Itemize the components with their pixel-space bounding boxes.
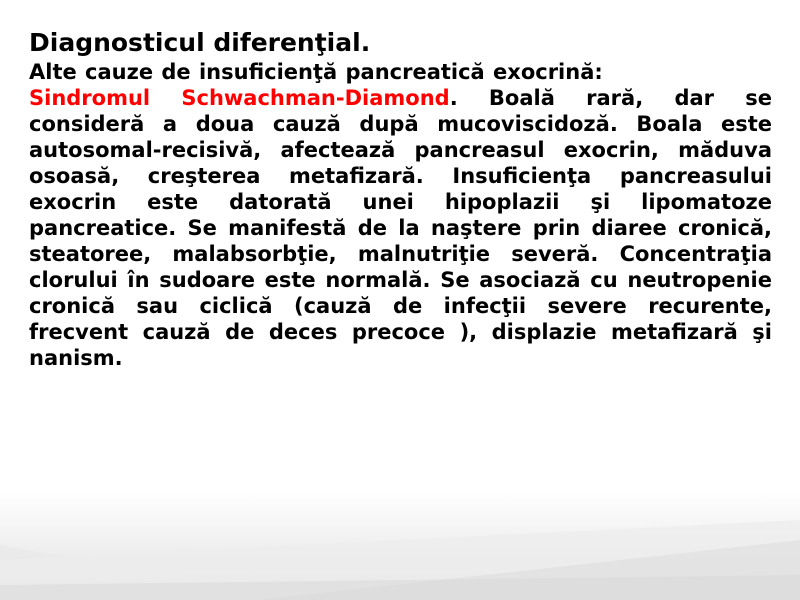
highlight-term: Sindromul Schwachman-Diamond (29, 86, 450, 110)
slide-body-paragraph (29, 85, 772, 371)
slide-title: Diagnosticul diferenţial. (29, 28, 371, 57)
slide-subtitle: Alte cauze de insuficienţă pancreatică exocrină: (29, 60, 603, 84)
slide-content (29, 27, 772, 371)
body-text: . Boală rară, dar se consideră a doua cauză după mucoviscidoză. Boala este autosomal-recisivă, afectează pancreasul exocrin, măduva osoasă, creşterea metafizară. Insuficienţa pancreasului exocrin este datorată unei hipoplazii şi lipomatoze pancreatice. Se manifestă de la naştere prin diaree cronică, steatoree, malabsorbţie, malnutriţie severă. Concentraţia clorului în sudoare este normală. Se asociază cu neutropenie cronică sau ciclică (cauză de infecţii severe recurente, frecvent cauză de deces precoce ), displazie metafizară şi nanism. (29, 86, 773, 370)
